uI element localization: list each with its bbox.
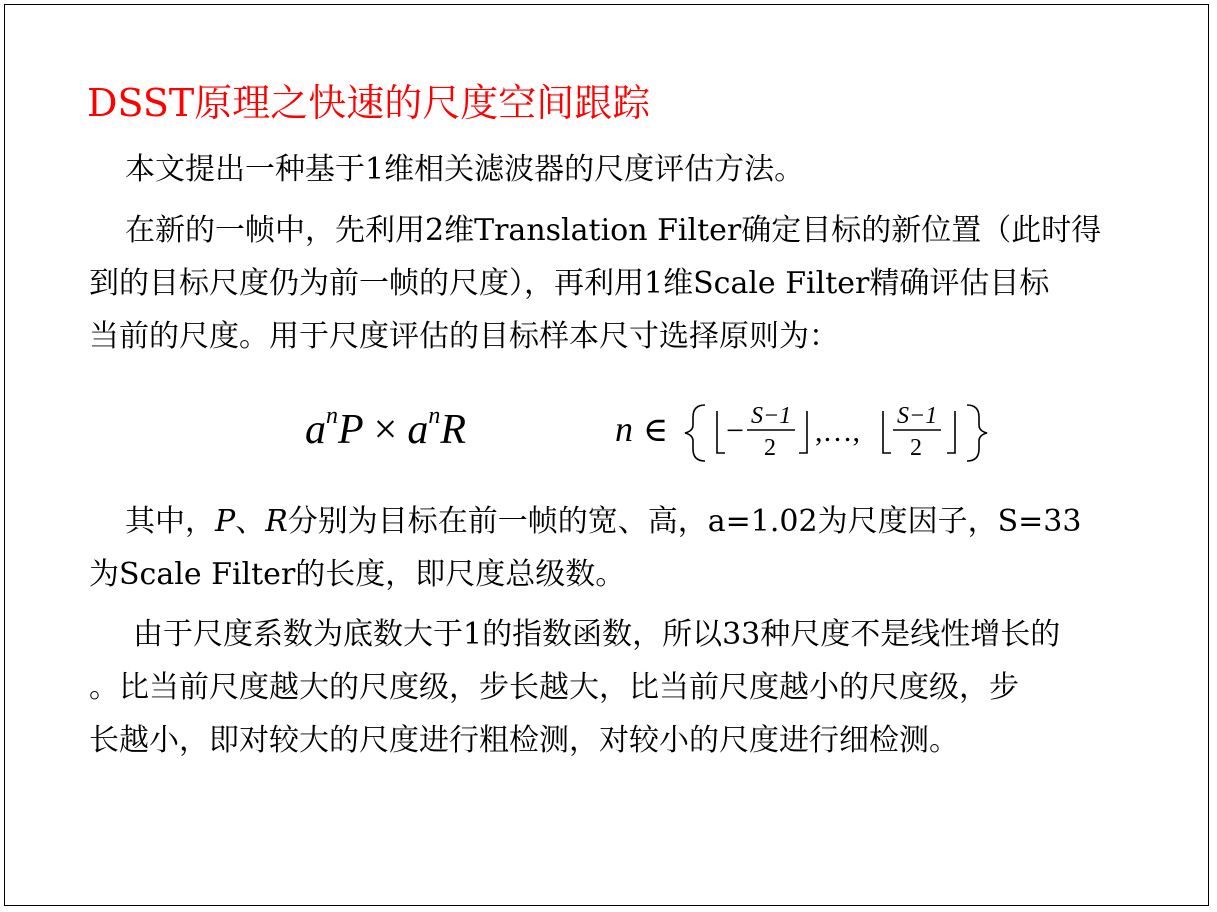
right-brace — [967, 405, 987, 461]
paragraph-intro — [89, 143, 1169, 196]
formula-exponent: n — [326, 403, 338, 429]
definition-prefix: 其中， — [125, 504, 215, 539]
fraction-denominator: 2 — [910, 435, 922, 461]
floor-right-close — [947, 411, 955, 453]
slide — [4, 4, 1209, 906]
formula-minus: − — [726, 412, 745, 448]
fraction-numerator: S−1 — [751, 403, 792, 429]
scale-size-formula — [305, 403, 466, 454]
paragraph-line: 在新的一帧中，先利用2维Translation Filter确定目标的新位置（此时得 — [125, 213, 1102, 248]
definition-sep: 、 — [235, 504, 266, 539]
formula-var-r: R — [440, 407, 466, 453]
formula-in: ∈ — [643, 412, 669, 449]
formula-times: × — [373, 407, 398, 453]
formula-var-p: P — [338, 407, 364, 453]
fraction-denominator: 2 — [764, 435, 776, 461]
slide-title: DSST原理之快速的尺度空间跟踪 — [87, 81, 651, 125]
paragraph-line: 为Scale Filter的长度，即尺度总级数。 — [89, 557, 626, 592]
definition-var-r: R — [265, 504, 288, 539]
paragraph-line: 由于尺度系数为底数大于1的指数函数，所以33种尺度不是线性增长的 — [133, 617, 1061, 652]
paragraph-method — [89, 204, 1169, 363]
paragraph-line: 到的目标尺度仍为前一帧的尺度），再利用1维Scale Filter精确评估目标 — [89, 266, 1050, 301]
paragraph-line: 本文提出一种基于1维相关滤波器的尺度评估方法。 — [125, 152, 805, 187]
floor-right-open — [883, 411, 891, 453]
definition-var-p: P — [215, 504, 236, 539]
paragraph-line: 当前的尺度。用于尺度评估的目标样本尺寸选择原则为： — [89, 319, 839, 354]
floor-left-open — [717, 411, 725, 453]
left-brace — [685, 405, 705, 461]
paragraph-explanation — [89, 608, 1169, 767]
fraction-numerator: S−1 — [897, 403, 938, 429]
formula-base: a — [407, 407, 429, 453]
paragraph-definitions — [89, 495, 1169, 601]
paragraph-line — [89, 495, 1169, 548]
floor-left-close — [799, 411, 807, 453]
formula-exponent: n — [428, 403, 441, 429]
paragraph-line: 。比当前尺度越大的尺度级，步长越大，比当前尺度越小的尺度级，步 — [89, 670, 1019, 705]
scale-range-formula — [611, 393, 1011, 463]
definition-rest: 分别为目标在前一帧的宽、高，a=1.02为尺度因子，S=33 — [287, 504, 1082, 539]
formula-n: n — [615, 409, 633, 449]
paragraph-line: 长越小，即对较大的尺度进行粗检测，对较小的尺度进行细检测。 — [89, 723, 959, 758]
formula-ellipsis: ,…, — [815, 415, 860, 448]
formula-base: a — [305, 407, 326, 453]
